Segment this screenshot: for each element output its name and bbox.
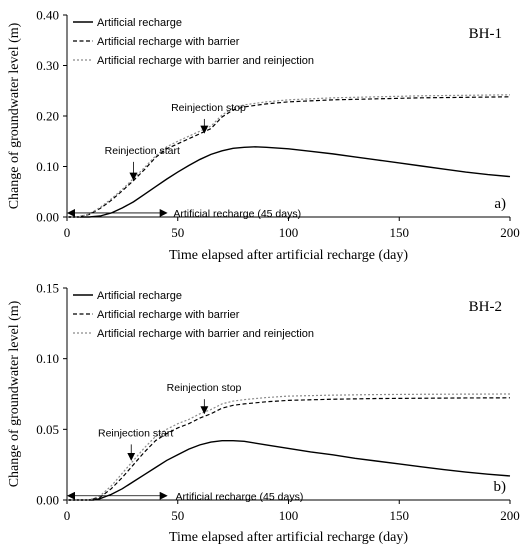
x-tick-label: 150 <box>389 225 409 240</box>
x-axis-title: Time elapsed after artificial recharge (day) <box>168 248 409 263</box>
series-line-1 <box>67 144 510 217</box>
panel-letter: b) <box>493 479 506 495</box>
series-line-3 <box>67 394 510 500</box>
y-tick-label: 0.20 <box>36 108 59 124</box>
legend-label-1: Artificial recharge <box>97 17 182 29</box>
y-tick-label: 0.40 <box>36 7 59 23</box>
annotation-label-1: Reinjection start <box>98 427 174 440</box>
y-tick-label: 0.00 <box>36 209 59 225</box>
legend-label-3: Artificial recharge with barrier and reinjection <box>97 55 315 67</box>
legend-label-1: Artificial recharge <box>97 290 182 302</box>
y-axis-title: Change of groundwater level (m) <box>7 22 22 210</box>
annotation-label-1: Reinjection start <box>104 144 180 157</box>
legend <box>73 290 314 340</box>
annotation-label-3: Artificial recharge (45 days) <box>173 207 302 220</box>
x-tick-label: 100 <box>278 225 299 240</box>
panel-letter: a) <box>494 196 506 212</box>
x-tick-label: 200 <box>500 225 520 240</box>
y-tick-label: 0.10 <box>36 159 59 174</box>
annotation-label-2: Reinjection stop <box>171 101 246 114</box>
y-tick-label: 0.05 <box>36 421 59 437</box>
legend-label-3: Artificial recharge with barrier and reinjection <box>97 328 315 340</box>
annotation-label-2: Reinjection stop <box>166 382 242 395</box>
x-tick-label: 50 <box>171 508 185 523</box>
y-tick-label: 0.15 <box>36 280 59 296</box>
legend-label-2: Artificial recharge with barrier <box>97 36 240 48</box>
y-tick-label: 0.00 <box>36 492 59 508</box>
x-tick-label: 0 <box>63 508 71 523</box>
y-tick-label: 0.10 <box>36 351 59 367</box>
x-tick-label: 50 <box>171 225 185 240</box>
x-tick-label: 0 <box>63 225 71 240</box>
y-axis-title: Change of groundwater level (m) <box>7 300 22 488</box>
series-line-2 <box>67 97 510 217</box>
chart-panel-2 <box>7 281 520 546</box>
x-tick-label: 150 <box>389 508 409 523</box>
x-tick-label: 100 <box>278 508 299 523</box>
panel-tag: BH-1 <box>468 26 502 42</box>
legend-label-2: Artificial recharge with barrier <box>97 309 240 321</box>
panel-tag: BH-2 <box>468 299 502 315</box>
x-axis-title: Time elapsed after artificial recharge (day) <box>168 530 409 545</box>
legend <box>73 17 314 67</box>
y-tick-label: 0.30 <box>36 58 59 73</box>
annotation-label-3: Artificial recharge (45 days) <box>175 490 304 503</box>
chart-panel-1 <box>7 8 520 264</box>
x-tick-label: 200 <box>500 508 520 523</box>
